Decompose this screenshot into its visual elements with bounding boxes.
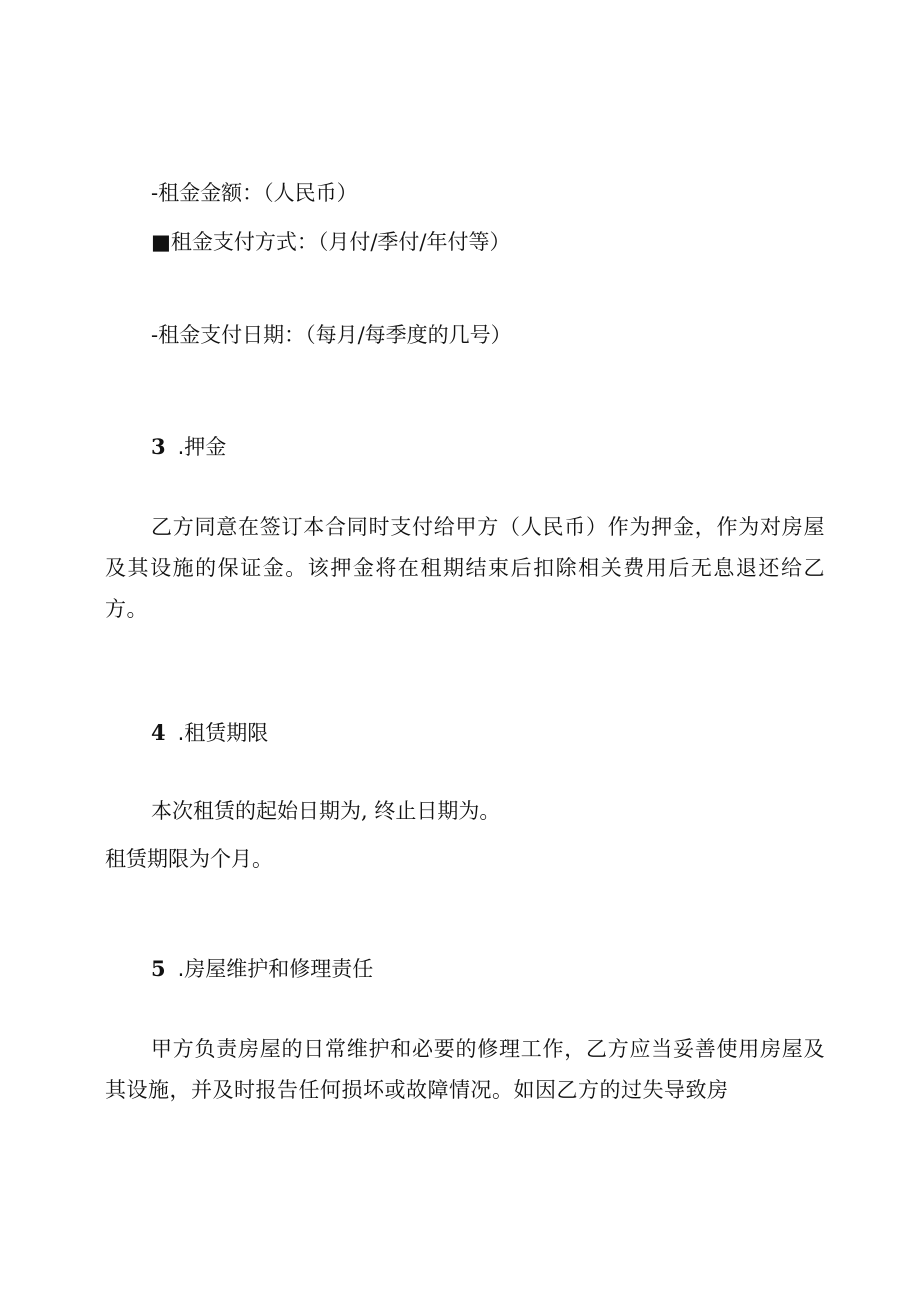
section-5-heading — [151, 958, 373, 980]
rent-amount-line: -租金金额：（人民币） — [151, 181, 358, 205]
rent-payment-method-line: ■租金支付方式：（月付/季付/年付等） — [151, 230, 511, 254]
section-3-number: 3 — [151, 434, 166, 459]
section-4-heading — [151, 722, 268, 744]
section-5-title: .房屋维护和修理责任 — [177, 957, 374, 981]
section-3-paragraph: 乙方同意在签订本合同时支付给甲方（人民币）作为押金，作为对房屋及其设施的保证金。该押金将在租期结束后扣除相关费用后无息退还给乙方。 — [105, 515, 825, 621]
section-4-line-1: 本次租赁的起始日期为, 终止日期为。 — [151, 799, 501, 823]
rent-payment-date-line: -租金支付日期：（每月/每季度的几号） — [151, 323, 512, 347]
section-3-heading — [151, 436, 226, 458]
section-3-title: .押金 — [177, 435, 227, 459]
section-5-paragraph: 甲方负责房屋的日常维护和必要的修理工作，乙方应当妥善使用房屋及其设施，并及时报告任何损坏或故障情况。如因乙方的过失导致房 — [105, 1037, 825, 1102]
section-4-title: .租赁期限 — [177, 721, 269, 745]
section-5-number: 5 — [151, 956, 166, 981]
section-4-line-2: 租赁期限为个月。 — [105, 847, 273, 871]
section-4-number: 4 — [151, 720, 166, 745]
